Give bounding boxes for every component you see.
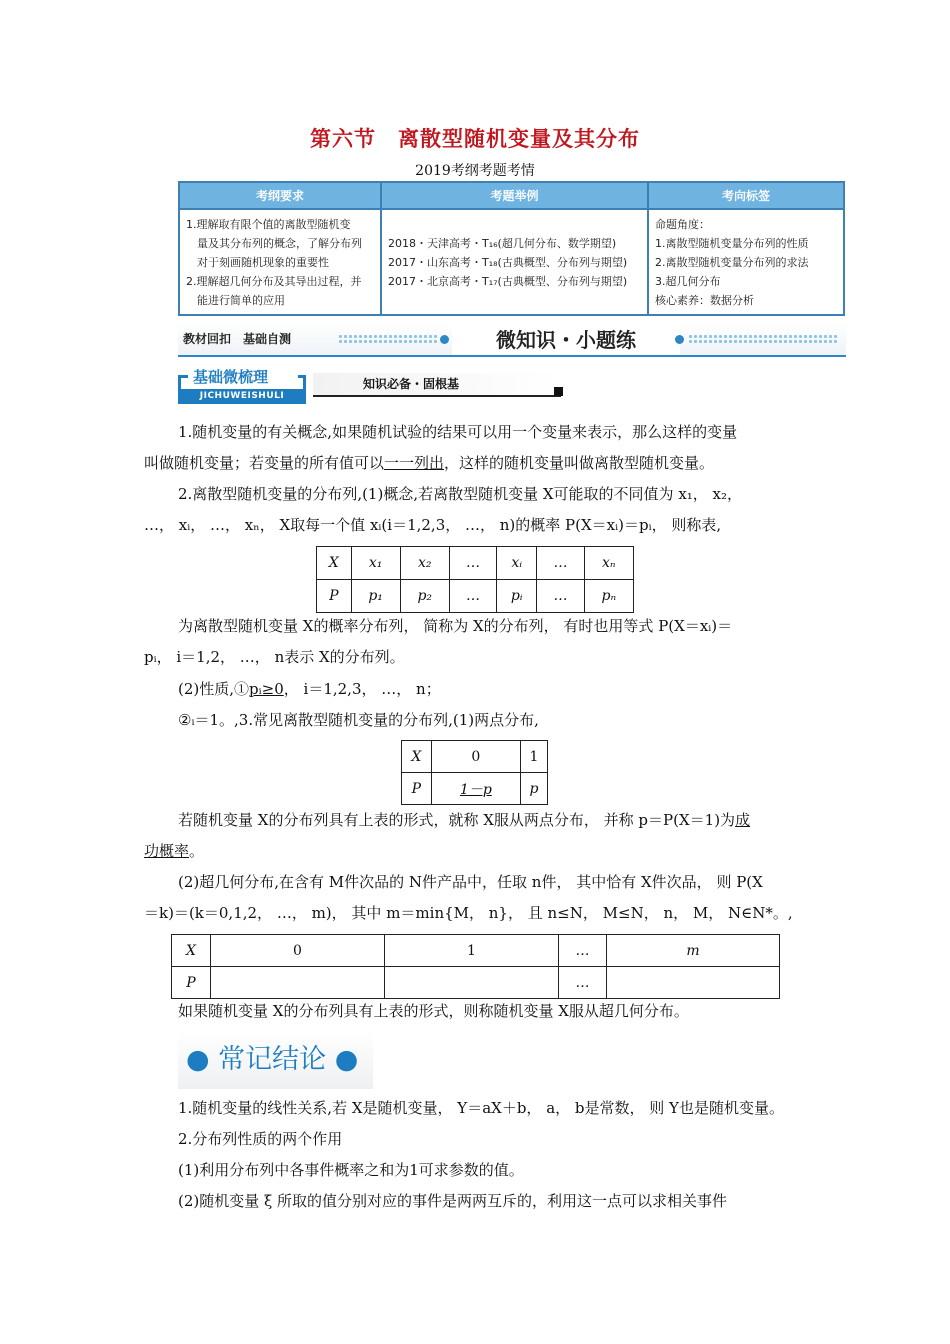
tag-line: 核心素养：数据分析 <box>655 293 754 307</box>
exam-header-requirements: 考纲要求 <box>179 182 381 209</box>
section-title: 离散型随机变量及其分布 <box>398 127 640 151</box>
table-cell <box>211 967 385 999</box>
table-cell: 1 <box>385 935 559 967</box>
text-run: (2)性质,① <box>178 680 250 698</box>
paragraph-3a: 为离散型随机变量 X的概率分布列， 简称为 X的分布列， 有时也用等式 P(X＝xᵢ)＝ <box>178 617 733 635</box>
table-cell: 1 <box>520 741 547 773</box>
section-header <box>178 367 313 405</box>
exam-header-tags: 考向标签 <box>648 182 844 209</box>
req-line: 量及其分布列的概念，了解分布列 <box>197 236 362 250</box>
tag-line: 命题角度： <box>655 217 710 231</box>
tag-line: 3.超几何分布 <box>655 274 721 288</box>
paragraph-4 <box>178 679 441 699</box>
banner-dot-left <box>440 335 449 344</box>
table-cell: xᵢ <box>497 547 537 580</box>
table-cell: x₁ <box>351 547 400 580</box>
table-cell: … <box>449 547 496 580</box>
example-line: 2017・北京高考・T₁₇(古典概型、分布列与期望) <box>388 274 628 288</box>
table-cell <box>431 773 520 805</box>
paragraph-5: ②ᵢ＝1。,3.常见离散型随机变量的分布列,(1)两点分布, <box>178 711 539 729</box>
paragraph-2b: …， xᵢ， …， xₙ， X取每一个值 xᵢ(i＝1,2,3， …， n)的概率 P(X＝xᵢ)＝pᵢ， 则称表, <box>144 516 722 534</box>
table-cell: X <box>317 547 352 580</box>
section-tag-label: 知识必备・固根基 <box>363 377 460 391</box>
exam-requirements-cell <box>179 209 381 315</box>
table-cell: p₁ <box>351 580 400 613</box>
paragraph-2a: 2.离散型随机变量的分布列,(1)概念,若离散型随机变量 X可能取的不同值为 x₁， x₂， <box>178 485 743 503</box>
underlined-term: pᵢ≥0 <box>249 680 284 698</box>
underlined-term: 一一列出 <box>384 454 445 472</box>
table-cell: P <box>317 580 352 613</box>
conclusion-2: 2.分布列性质的两个作用 <box>178 1130 343 1148</box>
table-cell: X <box>172 935 211 967</box>
req-line: 1.理解取有限个值的离散型随机变 <box>186 217 351 231</box>
paragraph-1b <box>144 453 714 473</box>
table-row <box>402 773 548 805</box>
square-icon <box>554 387 563 396</box>
section-number: 第六节 <box>310 127 376 151</box>
exam-info-table <box>178 181 845 316</box>
exam-header-examples: 考题举例 <box>381 182 648 209</box>
table-cell: m <box>607 935 780 967</box>
table-row <box>317 580 634 613</box>
paragraph-7a: (2)超几何分布,在含有 M件次品的 N件产品中，任取 n件， 其中恰有 X件次品， 则 P(X <box>178 873 763 891</box>
conclusion-1: 1.随机变量的线性关系,若 X是随机变量， Y＝aX＋b， a， b是常数， 则 Y也是随机变量。 <box>178 1099 784 1117</box>
banner-center-title: 微知识・小题练 <box>452 323 680 355</box>
section-banner <box>178 323 846 357</box>
table-cell: P <box>402 773 432 805</box>
table-cell: p₂ <box>400 580 449 613</box>
exam-tags-cell <box>648 209 844 315</box>
exam-table-header-row <box>179 182 844 209</box>
table-cell <box>385 967 559 999</box>
underlined-term: 1－p <box>459 781 492 798</box>
table-cell: 0 <box>211 935 385 967</box>
table-cell: X <box>402 741 432 773</box>
paragraph-6a <box>178 810 750 830</box>
req-line: 对于刻画随机现象的重要性 <box>197 255 329 269</box>
conclusion-header <box>178 1031 373 1089</box>
table-row <box>317 547 634 580</box>
exam-table-body-row <box>179 209 844 315</box>
page-subtitle: 2019考纲考题考情 <box>415 163 535 179</box>
table-cell: pᵢ <box>497 580 537 613</box>
table-cell <box>607 967 780 999</box>
page-title <box>0 123 950 153</box>
exam-examples-cell <box>381 209 648 315</box>
section-tag <box>313 373 561 397</box>
req-line: 2.理解超几何分布及其导出过程，并 <box>186 274 362 288</box>
tag-line: 2.离散型随机变量分布列的求法 <box>655 255 809 269</box>
paragraph-3b: pᵢ， i＝1,2， …， n表示 X的分布列。 <box>144 648 405 666</box>
conclusion-4: (2)随机变量 ξ 所取的值分别对应的事件是两两互斥的，利用这一点可以求相关事件 <box>178 1192 728 1210</box>
conclusion-3: (1)利用分布列中各事件概率之和为1可求参数的值。 <box>178 1161 524 1179</box>
text-run: ，这样的随机变量叫做离散型随机变量。 <box>444 454 715 472</box>
paragraph-8: 如果随机变量 X的分布列具有上表的形式，则称随机变量 X服从超几何分布。 <box>178 1002 689 1020</box>
text-run: 叫做随机变量；若变量的所有值可以 <box>144 454 385 472</box>
table-cell: 0 <box>431 741 520 773</box>
table-cell: … <box>537 547 584 580</box>
paragraph-6b <box>144 841 204 861</box>
text-run: 。 <box>189 842 205 860</box>
two-point-table <box>401 740 548 805</box>
example-line: 2017・山东高考・T₁₈(古典概型、分布列与期望) <box>388 255 628 269</box>
underlined-term: 成 <box>735 811 751 829</box>
table-cell: pₙ <box>584 580 633 613</box>
section-header-pinyin: JICHUWEISHULI <box>178 389 306 404</box>
banner-dots-left <box>338 334 438 343</box>
tag-line: 1.离散型随机变量分布列的性质 <box>655 236 809 250</box>
text-run: ， i＝1,2,3， …， n； <box>283 680 441 698</box>
table-row <box>172 967 780 999</box>
example-line: 2018・天津高考・T₁₆(超几何分布、数学期望) <box>388 236 617 250</box>
table-cell: P <box>172 967 211 999</box>
banner-dots-right <box>688 334 838 343</box>
text-run: 若随机变量 X的分布列具有上表的形式，就称 X服从两点分布， 并称 p＝P(X＝1)为 <box>178 811 736 829</box>
distribution-table <box>316 546 634 613</box>
underlined-term: 功概率 <box>144 842 190 860</box>
table-cell: … <box>537 580 584 613</box>
req-line: 能进行简单的应用 <box>197 293 285 307</box>
banner-dot-right <box>675 335 684 344</box>
table-cell: p <box>520 773 547 805</box>
hypergeometric-table <box>171 934 780 999</box>
table-cell: xₙ <box>584 547 633 580</box>
table-row <box>172 935 780 967</box>
table-cell: … <box>559 967 607 999</box>
table-cell: x₂ <box>400 547 449 580</box>
conclusion-title: ● 常记结论 ● <box>186 1044 359 1075</box>
table-cell: … <box>559 935 607 967</box>
table-cell: … <box>449 580 496 613</box>
paragraph-7b: ＝k)＝(k＝0,1,2， …， m)， 其中 m＝min{M， n}， 且 n≤N， M≤N， n， M， N∈N*。, <box>144 904 793 922</box>
banner-left-label: 教材回扣 基础自测 <box>183 332 292 346</box>
paragraph-1a: 1.随机变量的有关概念,如果随机试验的结果可以用一个变量来表示，那么这样的变量 <box>178 423 738 441</box>
section-header-title: 基础微梳理 <box>193 368 269 386</box>
table-row <box>402 741 548 773</box>
